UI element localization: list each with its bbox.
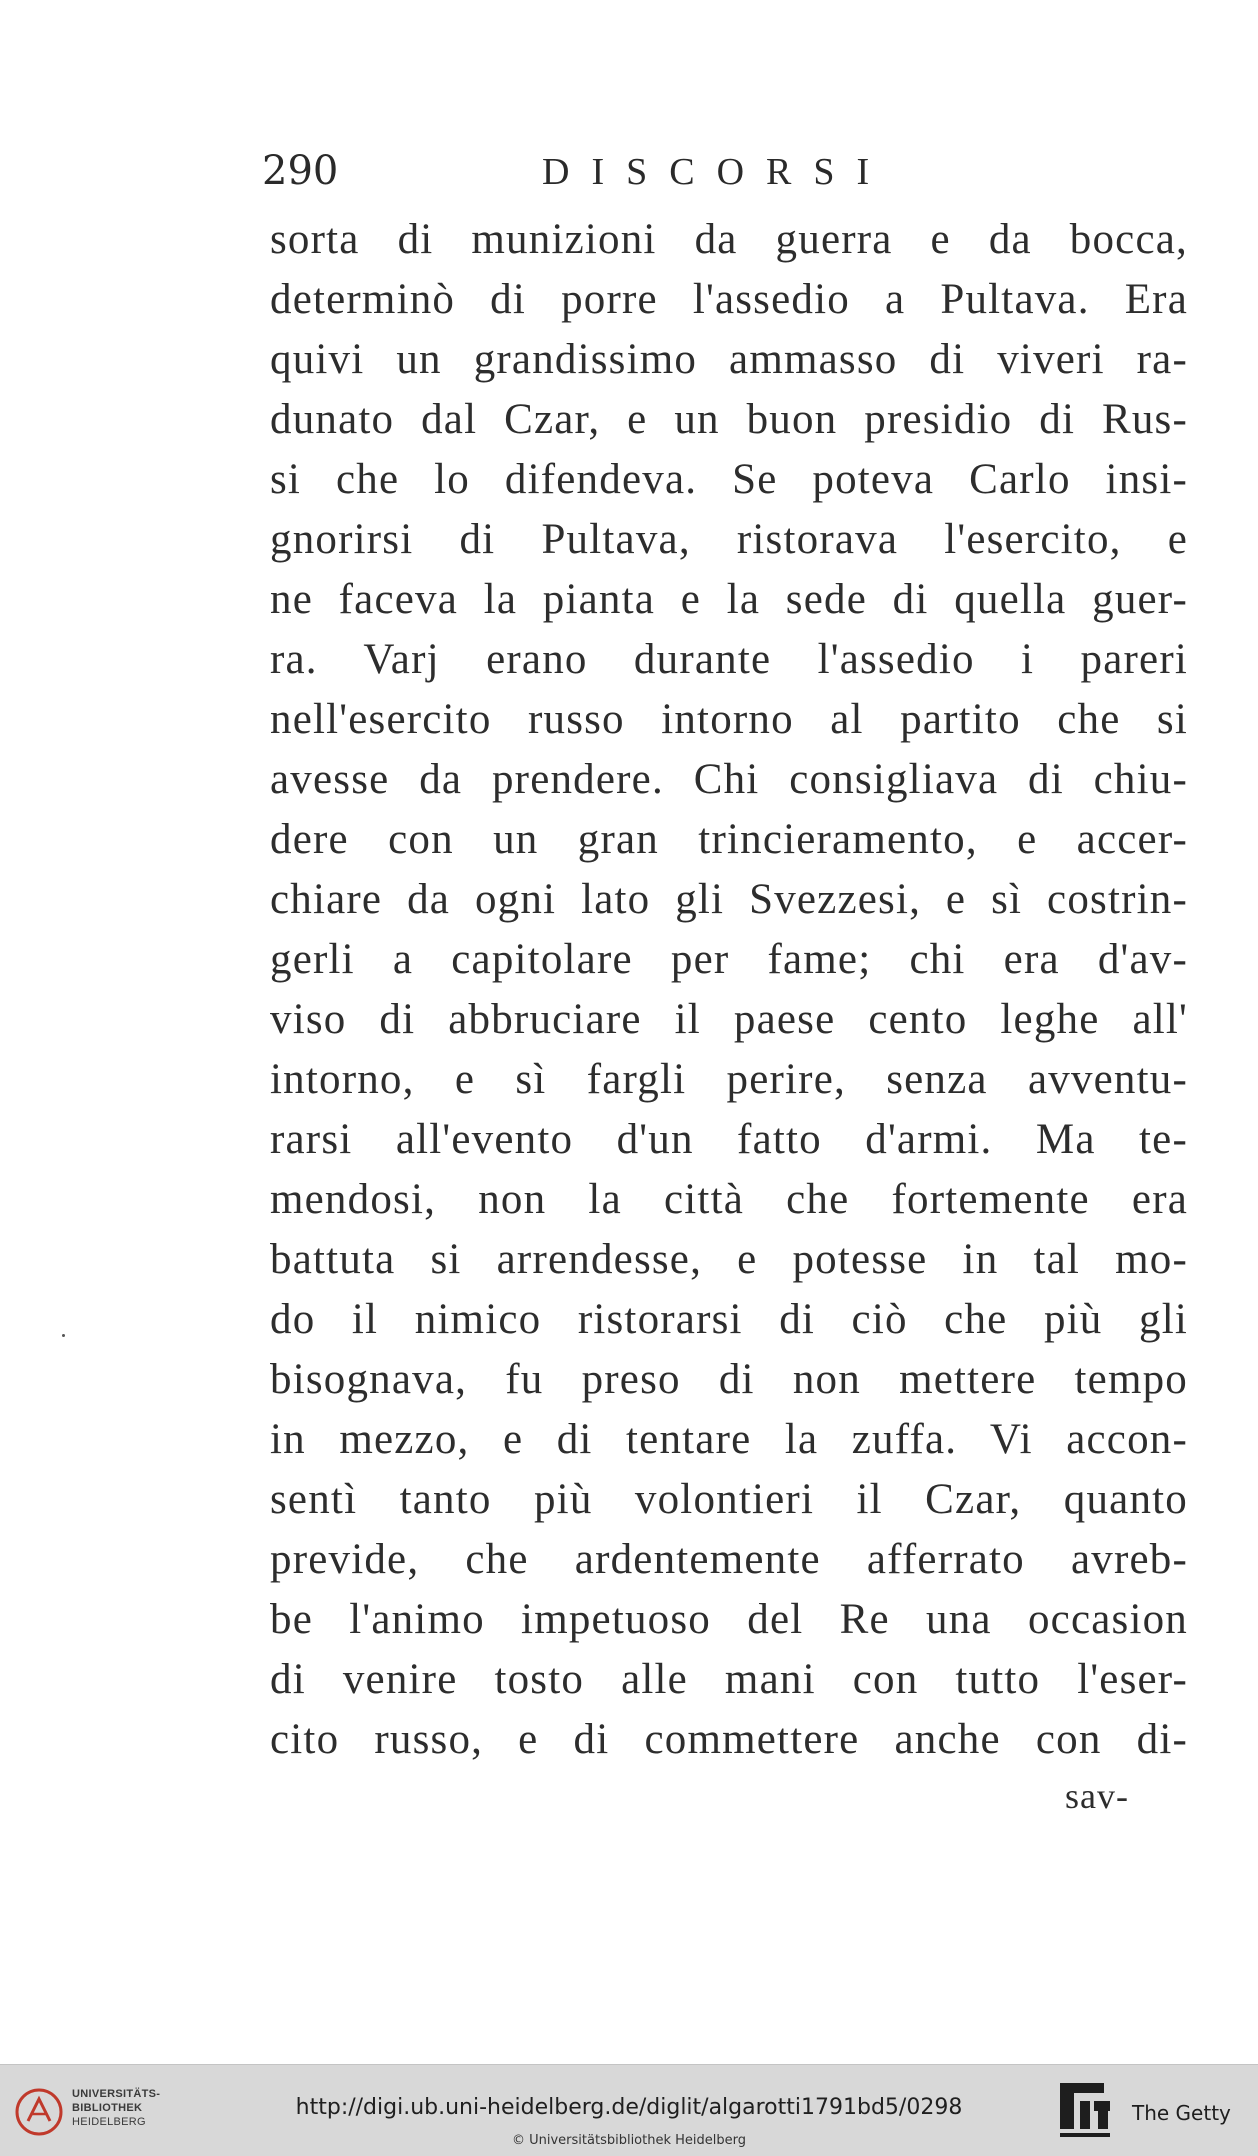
library-name-line2: BIBLIOTHEK xyxy=(72,2102,143,2114)
text-line: ra. Varj erano durante l'assedio i pareri xyxy=(270,636,1188,683)
text-line: viso di abbruciare il paese cento leghe all' xyxy=(270,996,1188,1043)
footer-bar xyxy=(0,2064,1258,2156)
text-line: di venire tosto alle mani con tutto l'eser- xyxy=(270,1656,1188,1703)
running-title: DISCORSI xyxy=(542,151,892,193)
document-url-link[interactable]: http://digi.ub.uni-heidelberg.de/diglit/algarotti1791bd5/0298 xyxy=(295,2095,963,2120)
text-line: rarsi all'evento d'un fatto d'armi. Ma te- xyxy=(270,1116,1188,1163)
text-line: sorta di munizioni da guerra e da bocca, xyxy=(270,216,1188,263)
copyright-notice: © Universitätsbibliothek Heidelberg xyxy=(511,2133,746,2148)
text-line: chiare da ogni lato gli Svezzesi, e sì costrin- xyxy=(270,876,1188,923)
text-line: dunato dal Czar, e un buon presidio di Rus- xyxy=(270,396,1188,443)
text-line: sentì tanto più volontieri il Czar, quanto xyxy=(270,1476,1188,1523)
text-line: previde, che ardentemente afferrato avreb- xyxy=(270,1536,1188,1583)
scan-speck xyxy=(62,1334,65,1337)
text-line: be l'animo impetuoso del Re una occasion xyxy=(270,1596,1188,1643)
getty-label: The Getty xyxy=(1132,2101,1231,2125)
library-name-line1: UNIVERSITÄTS- xyxy=(72,2088,161,2100)
text-line: gnorirsi di Pultava, ristorava l'esercito, e xyxy=(270,516,1188,563)
text-line: bisognava, fu preso di non mettere tempo xyxy=(270,1356,1188,1403)
text-line: battuta si arrendesse, e potesse in tal mo- xyxy=(270,1236,1188,1283)
body-text xyxy=(270,210,1188,1770)
text-line: si che lo difendeva. Se poteva Carlo insi- xyxy=(270,456,1188,503)
catchword: sav- xyxy=(1065,1776,1129,1816)
text-line: determinò di porre l'assedio a Pultava. Era xyxy=(270,276,1188,323)
text-line: dere con un gran trincieramento, e accer- xyxy=(270,816,1188,863)
page-number: 290 xyxy=(262,148,339,194)
text-line: quivi un grandissimo ammasso di viveri ra- xyxy=(270,336,1188,383)
text-line: cito russo, e di commettere anche con di- xyxy=(270,1716,1188,1763)
text-line: intorno, e sì fargli perire, senza avventu- xyxy=(270,1056,1188,1103)
library-name-line3: HEIDELBERG xyxy=(72,2116,146,2128)
text-line: ne faceva la pianta e la sede di quella guer- xyxy=(270,576,1188,623)
getty-logo-icon xyxy=(1058,2081,1114,2141)
text-line: do il nimico ristorarsi di ciò che più gli xyxy=(270,1296,1188,1343)
text-line: avesse da prendere. Chi consigliava di chiu- xyxy=(270,756,1188,803)
text-line: gerli a capitolare per fame; chi era d'av- xyxy=(270,936,1188,983)
text-line: in mezzo, e di tentare la zuffa. Vi accon- xyxy=(270,1416,1188,1463)
text-line: nell'esercito russo intorno al partito che si xyxy=(270,696,1188,743)
text-line: mendosi, non la città che fortemente era xyxy=(270,1176,1188,1223)
page-header xyxy=(262,148,902,208)
